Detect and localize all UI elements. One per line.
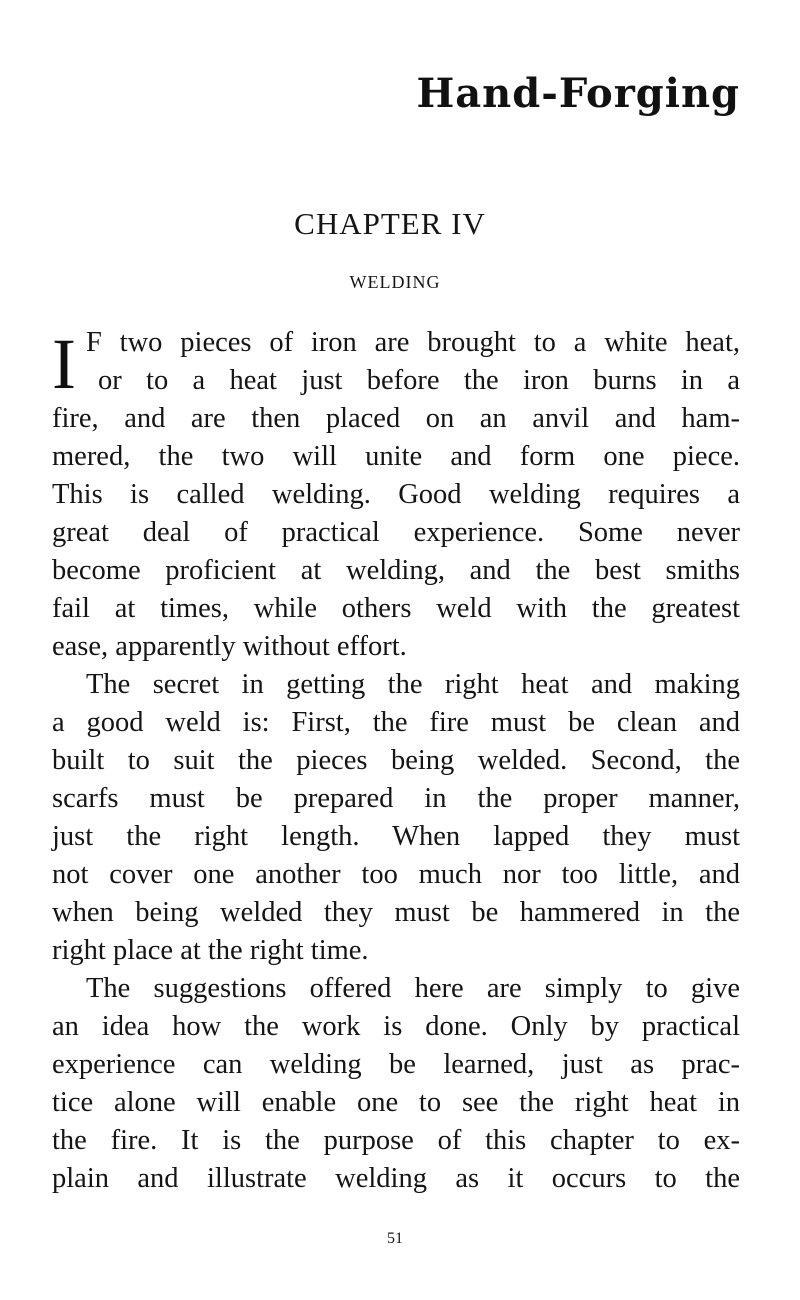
text-line: great deal of practical experience. Some never [52, 517, 740, 548]
page-number: 51 [387, 1230, 403, 1247]
text-line: The secret in getting the right heat and making [86, 669, 740, 700]
text-line: fire, and are then placed on an anvil and ham- [52, 403, 740, 434]
text-line: or to a heat just before the iron burns in a [98, 365, 740, 396]
text-line: tice alone will enable one to see the right heat in [52, 1087, 740, 1118]
drop-cap: I [52, 324, 76, 404]
text-line: The suggestions offered here are simply to give [86, 973, 740, 1004]
text-line: This is called welding. Good welding requires a [52, 479, 740, 510]
text-line: plain and illustrate welding as it occurs to the [52, 1163, 740, 1194]
text-line: become proficient at welding, and the best smiths [52, 555, 740, 586]
text-line-content: F two pieces of iron are brought to a white heat, [86, 327, 740, 358]
text-line: the fire. It is the purpose of this chapter to ex- [52, 1125, 740, 1156]
chapter-title: CHAPTER IV [294, 206, 486, 241]
running-head: Hand-Forging [416, 70, 740, 117]
section-title: WELDING [349, 272, 441, 292]
text-line: ease, apparently without effort. [52, 631, 407, 662]
text-line: a good weld is: First, the fire must be clean and [52, 707, 740, 738]
text-line: scarfs must be prepared in the proper manner, [52, 783, 740, 814]
text-line: when being welded they must be hammered in the [52, 897, 740, 928]
body-text [52, 324, 740, 1198]
text-line: not cover one another too much nor too little, and [52, 859, 740, 890]
text-line: just the right length. When lapped they must [52, 821, 740, 852]
text-line: built to suit the pieces being welded. Second, the [52, 745, 740, 776]
text-line: experience can welding be learned, just as prac- [52, 1049, 740, 1080]
text-line: right place at the right time. [52, 935, 369, 966]
text-line: fail at times, while others weld with the greatest [52, 593, 740, 624]
text-line: an idea how the work is done. Only by practical [52, 1011, 740, 1042]
text-line: mered, the two will unite and form one piece. [52, 441, 740, 472]
